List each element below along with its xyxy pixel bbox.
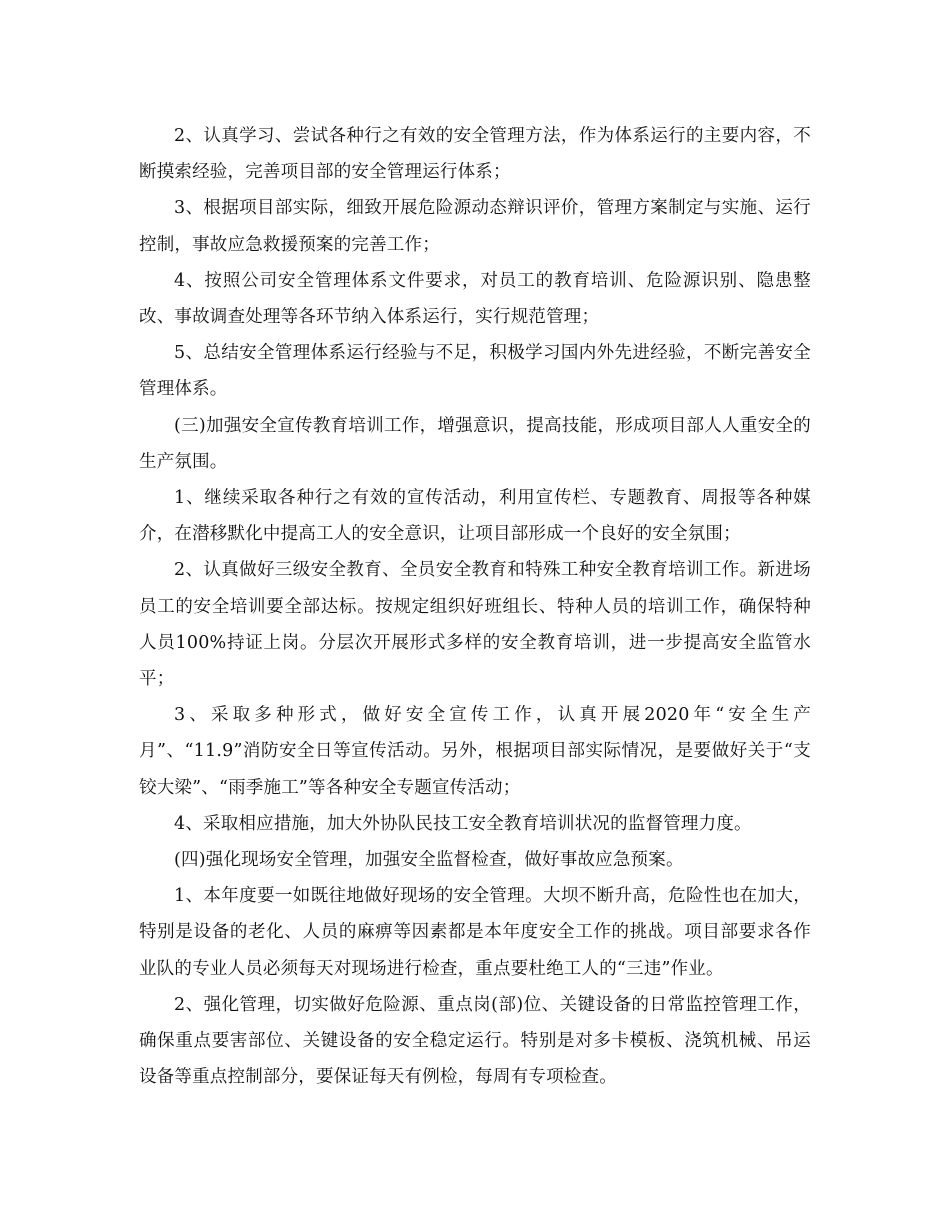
paragraph-item-4-outsourced-supervision: 4、采取相应措施，加大外协队民技工安全教育培训状况的监督管理力度。 — [174, 813, 752, 834]
paragraph-item-1-publicity: 1、继续采取各种行之有效的宣传活动，利用宣传栏、专题教育、周报等各种媒介，在潜移默化中提高工人的安全意识，让项目部形成一个良好的安全氛围； — [139, 488, 811, 545]
section-heading-4: (四)强化现场安全管理，加强安全监督检查，做好事故应急预案。 — [174, 850, 684, 871]
paragraph-item-2-education-methods: 2、认真学习、尝试各种行之有效的安全管理方法，作为体系运行的主要内容，不断摸索经验，完善项目部的安全管理运行体系； — [139, 126, 811, 183]
paragraph-item-1-site-management: 1、本年度要一如既往地做好现场的安全管理。大坝不断升高，危险性也在加大，特别是设备的老化、人员的麻痹等因素都是本年度安全工作的挑战。项目部要求各作业队的专业人员必须每天对现场进行检查，重点要杜绝工人的“三违”作业。 — [139, 886, 811, 979]
paragraph-item-3-safety-month: 3、采取多种形式，做好安全宣传工作，认真开展2020年“安全生产月”、“11.9”消防安全日等宣传活动。另外，根据项目部实际情况，是要做好关于“支铰大梁”、“雨季施工”等各种安全专题宣传活动； — [139, 705, 811, 798]
paragraph-item-2-key-equipment: 2、强化管理，切实做好危险源、重点岗(部)位、关键设备的日常监控管理工作，确保重点要害部位、关键设备的安全稳定运行。特别是对多卡模板、浇筑机械、吊运设备等重点控制部分，要保证每天有例检，每周有专项检查。 — [139, 994, 811, 1088]
paragraph-item-2-three-level-education: 2、认真做好三级安全教育、全员安全教育和特殊工种安全教育培训工作。新进场员工的安全培训要全部达标。按规定组织好班组长、特种人员的培训工作，确保特种人员100%持证上岗。分层次开展形式多样的安全教育培训，进一步提高安全监管水平； — [139, 560, 811, 690]
paragraph-item-4-system-requirements: 4、按照公司安全管理体系文件要求，对员工的教育培训、危险源识别、隐患整改、事故调查处理等各环节纳入体系运行，实行规范管理； — [139, 270, 811, 328]
document-body — [139, 118, 811, 1095]
paragraph-item-5-summary: 5、总结安全管理体系运行经验与不足，积极学习国内外先进经验，不断完善安全管理体系。 — [139, 343, 811, 400]
section-heading-3: (三)加强安全宣传教育培训工作，增强意识，提高技能，形成项目部人人重安全的生产氛围。 — [139, 415, 811, 472]
paragraph-item-3-hazard-evaluation: 3、根据项目部实际，细致开展危险源动态辩识评价，管理方案制定与实施、运行控制，事故应急救援预案的完善工作； — [139, 198, 811, 255]
